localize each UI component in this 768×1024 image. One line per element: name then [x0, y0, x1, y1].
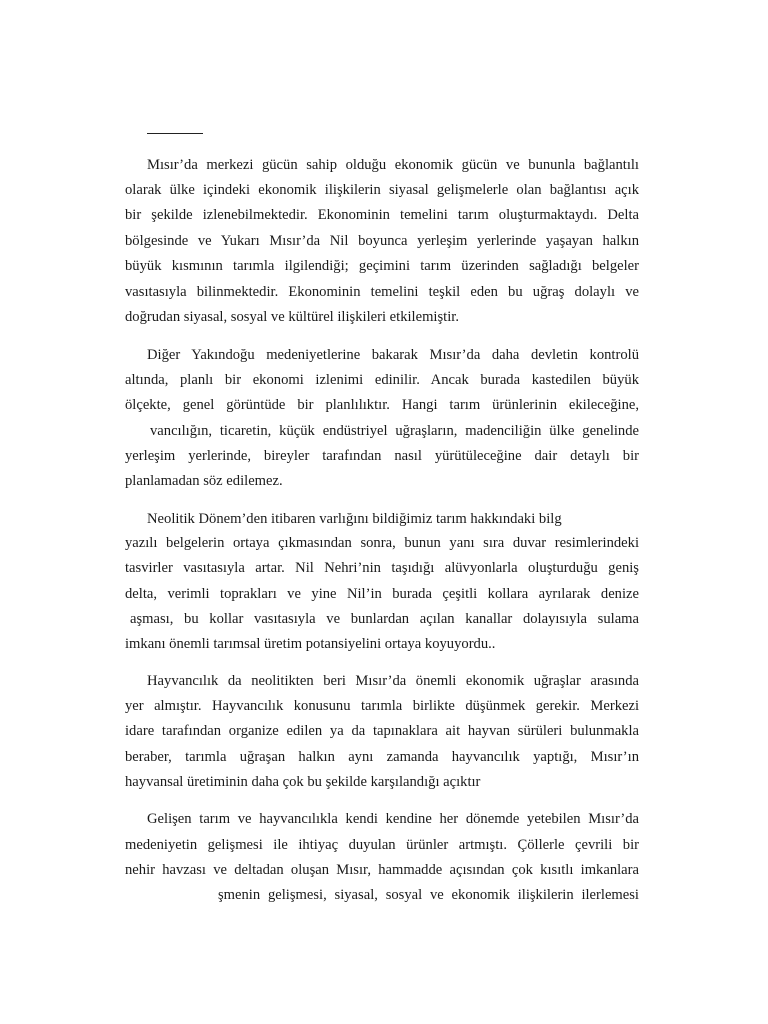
paragraph-1-line-4: bölgesinde ve Yukarı Mısır’da Nil boyunca yerleşim yerlerinde yaşayan halkın	[125, 233, 639, 249]
paragraph-1-line-6: vasıtasıyla bilinmektedir. Ekonominin temelini teşkil eden bu uğraş dolaylı ve	[125, 284, 639, 300]
paragraph-4-line-5: hayvansal üretiminin daha çok bu şekilde karşılandığı açıktır	[125, 774, 481, 790]
paragraph-4-line-2: yer almıştır. Hayvancılık konusunu tarımla birlikte düşünmek gerekir. Merkezi	[125, 698, 639, 714]
paragraph-2-line-5: yerleşim yerlerinde, bireyler tarafından nasıl yürütüleceğine dair detaylı bir	[125, 448, 639, 464]
paragraph-5-line-3: nehir havzası ve deltadan oluşan Mısır, hammadde açısından çok kısıtlı imkanlara	[125, 862, 639, 878]
paragraph-2-line-1: Diğer Yakındoğu medeniyetlerine bakarak Mısır’da daha devletin kontrolü	[147, 347, 639, 363]
paragraph-3-line-2: yazılı belgelerin ortaya çıkmasından sonra, bunun yanı sıra duvar resimlerindeki	[125, 535, 639, 551]
paragraph-4-line-4: beraber, tarımla uğraşan halkın aynı zamanda hayvancılık yaptığı, Mısır’ın	[125, 749, 639, 765]
paragraph-3-line-1: Neolitik Dönem’den itibaren varlığını bildiğimiz tarım hakkındaki bilg	[147, 511, 562, 527]
paragraph-5-line-4: şmenin gelişmesi, siyasal, sosyal ve ekonomik ilişkilerin ilerlemesi	[218, 887, 639, 903]
paragraph-2-line-6: planlamadan söz edilemez.	[125, 473, 283, 489]
paragraph-1-line-2: olarak ülke içindeki ekonomik ilişkilerin siyasal gelişmelerle olan bağlantısı açık	[125, 182, 639, 198]
paragraph-3-line-6: imkanı önemli tarımsal üretim potansiyelini ortaya koyuyordu..	[125, 636, 496, 652]
paragraph-1-line-7: doğrudan siyasal, sosyal ve kültürel ilişkileri etkilemiştir.	[125, 309, 459, 325]
paragraph-3-line-3: tasvirler vasıtasıyla artar. Nil Nehri’nin taşıdığı alüvyonlarla oluşturduğu geniş	[125, 560, 639, 576]
paragraph-4-line-1: Hayvancılık da neolitikten beri Mısır’da önemli ekonomik uğraşlar arasında	[147, 673, 639, 689]
paragraph-2-line-4: vancılığın, ticaretin, küçük endüstriyel uğraşların, madenciliğin ülke genelinde	[150, 423, 639, 439]
paragraph-5-line-1: Gelişen tarım ve hayvancılıkla kendi kendine her dönemde yetebilen Mısır’da	[147, 811, 639, 827]
paragraph-3-line-5: aşması, bu kollar vasıtasıyla ve bunlardan açılan kanallar dolayısıyla sulama	[130, 611, 639, 627]
footnote-separator-rule	[147, 133, 203, 134]
paragraph-5-line-2: medeniyetin gelişmesi ile ihtiyaç duyulan ürünler artmıştı. Çöllerle çevrili bir	[125, 837, 639, 853]
paragraph-4-line-3: idare tarafından organize edilen ya da tapınaklara ait hayvan sürüleri bulunmakla	[125, 723, 639, 739]
paragraph-2-line-2: altında, planlı bir ekonomi izlenimi edinilir. Ancak burada kastedilen büyük	[125, 372, 639, 388]
paragraph-2-line-3: ölçekte, genel görüntüde bir planlılıktır. Hangi tarım ürünlerinin ekileceğine,	[125, 397, 639, 413]
paragraph-1-line-1: Mısır’da merkezi gücün sahip olduğu ekonomik gücün ve bununla bağlantılı	[147, 157, 639, 173]
paragraph-1-line-5: büyük kısmının tarımla ilgilendiği; geçimini tarım üzerinden sağladığı belgeler	[125, 258, 639, 274]
paragraph-3-line-4: delta, verimli toprakları ve yine Nil’in burada çeşitli kollara ayrılarak denize	[125, 586, 639, 602]
paragraph-1-line-3: bir şekilde izlenebilmektedir. Ekonominin temelini tarım oluşturmaktaydı. Delta	[125, 207, 639, 223]
